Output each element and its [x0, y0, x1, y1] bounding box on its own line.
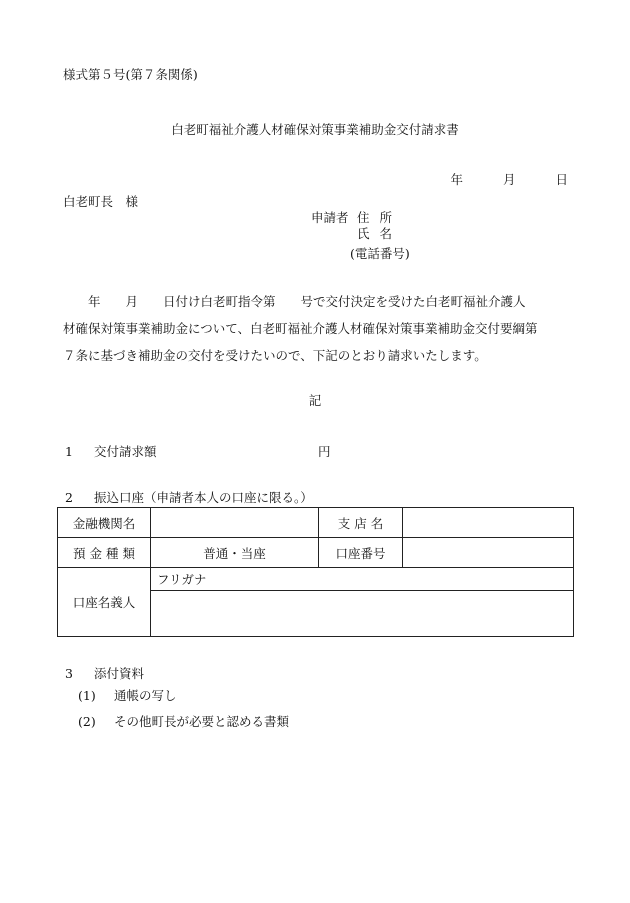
date-month: 月 [503, 172, 516, 187]
branch-name-label: 支 店 名 [319, 508, 403, 538]
phone-label: (電話番号) [350, 246, 410, 261]
date-row [451, 172, 568, 188]
account-number-field[interactable] [403, 538, 574, 568]
deposit-type-value[interactable]: 普通・当座 [151, 538, 319, 568]
attachment-label: その他町長が必要と認める書類 [113, 714, 289, 729]
bank-name-field[interactable] [151, 508, 319, 538]
table-row [58, 568, 574, 591]
item1-label: 交付請求額 [93, 444, 157, 459]
account-holder-label: 口座名義人 [58, 568, 151, 637]
item1-number: 1 [65, 444, 73, 459]
addressee: 白老町長 様 [63, 194, 139, 209]
table-row [58, 508, 574, 538]
attachment-item [78, 714, 289, 730]
item-attachments [65, 666, 144, 682]
bank-account-table [57, 507, 574, 637]
address-label: 住所 [357, 210, 403, 225]
item2-label: 振込口座（申請者本人の口座に限る。） [93, 490, 313, 505]
request-body-text [63, 288, 573, 369]
name-label: 氏名 [357, 226, 403, 241]
item3-number: 3 [65, 666, 73, 681]
account-holder-name-field[interactable] [151, 591, 574, 637]
date-day: 日 [555, 172, 568, 187]
table-row [58, 538, 574, 568]
date-year: 年 [450, 172, 464, 187]
item-request-amount [65, 444, 331, 460]
account-number-label: 口座番号 [319, 538, 403, 568]
branch-name-field[interactable] [403, 508, 574, 538]
applicant-label: 申請者 [311, 210, 349, 225]
form-number: 様式第５号(第７条関係) [63, 67, 198, 82]
attachment-label: 通帳の写し [113, 688, 177, 703]
item3-label: 添付資料 [93, 666, 144, 681]
document-title: 白老町福祉介護人材確保対策事業補助金交付請求書 [171, 122, 459, 137]
body-line: ７条に基づき補助金の交付を受けたいので、下記のとおり請求いたします。 [63, 348, 487, 363]
furigana-field[interactable]: フリガナ [151, 568, 574, 591]
attachment-number: (2) [78, 714, 96, 729]
body-line: 年 月 日付け白老町指令第 号で交付決定を受けた白老町福祉介護人 [63, 294, 526, 309]
attachment-number: (1) [78, 688, 96, 703]
item-bank-account [65, 490, 313, 506]
item2-number: 2 [65, 490, 73, 505]
attachment-item [78, 688, 177, 704]
ki-heading: 記 [308, 393, 322, 408]
deposit-type-label: 預 金 種 類 [58, 538, 151, 568]
bank-name-label: 金融機関名 [58, 508, 151, 538]
body-line: 材確保対策事業補助金について、白老町福祉介護人材確保対策事業補助金交付要綱第 [63, 321, 538, 336]
item1-unit: 円 [318, 444, 331, 459]
